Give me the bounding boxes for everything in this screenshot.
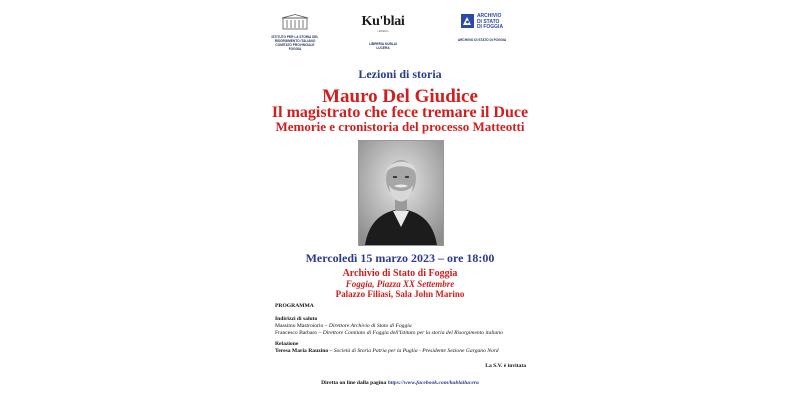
kublai-logo (360, 14, 406, 50)
institute-logo (266, 14, 324, 51)
speaker-name: Massimo Mastroiorio (275, 323, 324, 329)
speaker-name: Francesco Barbaro (275, 330, 318, 336)
live-stream-prefix: Diretta on line dalla pagina (321, 380, 388, 386)
archive-word: DI STATO (476, 18, 500, 25)
logo-caption-line: RISORGIMENTO ITALIANO (274, 39, 316, 43)
event-subtitle-secondary: Memorie e cronistoria del processo Matteotti (275, 119, 525, 134)
event-address: Foggia, Piazza XX Settembre (345, 279, 455, 289)
program-heading: PROGRAMMA (275, 303, 314, 309)
kublai-wordmark: Ku'blai (361, 14, 405, 29)
logo-caption-line: COMITATO PROVINCIALE (275, 43, 315, 47)
event-date: Mercoledì 15 marzo 2023 – ore 18:00 (305, 251, 495, 265)
series-title: Lezioni di storia (358, 67, 442, 81)
greeting-line (275, 323, 412, 329)
greeting-line (275, 330, 503, 336)
event-subtitle: Il magistrato che fece tremare il Duce (271, 104, 529, 121)
speaker-role: – Direttore Comitato di Foggia dell'Istituto per la storia del Risorgimento italiano (317, 330, 503, 336)
event-hall: Palazzo Filiasi, Sala John Marino (335, 289, 465, 299)
logo-caption-line: ARCHIVIO DI STATO DI FOGGIA (457, 37, 507, 42)
logo-caption-line: ISTITUTO PER LA STORIA DEL (271, 35, 319, 39)
talk-line (275, 348, 499, 354)
talk-heading: Relazione (275, 341, 299, 347)
speaker-role: – Società di Storia Patria per la Puglia - Presidente Sezione Gargano Nord (328, 348, 499, 354)
kublai-sub-label: LIBRERIA (377, 30, 389, 33)
archive-logo (448, 14, 516, 42)
event-title: Mauro Del Giudice (322, 86, 478, 107)
live-stream-line (0, 380, 800, 386)
invitation-note: La S.V. è invitata (485, 363, 526, 369)
logo-caption-line: FOGGIA (288, 47, 302, 51)
archive-emblem-icon (461, 14, 474, 28)
logo-caption-line: LIBRERIA KUBLAI (369, 42, 397, 46)
greetings-heading: Indirizzi di saluto (275, 316, 318, 322)
logo-caption-line: LUCERA (376, 46, 390, 50)
building-icon (281, 14, 309, 30)
speaker-role: – Direttore Archivio di Stato di Foggia (323, 323, 412, 329)
speaker-name: Teresa Maria Rauzino (275, 348, 329, 354)
archive-word: DI FOGGIA (476, 24, 504, 31)
archive-word: ARCHIVIO (476, 13, 502, 19)
facebook-link[interactable]: https://www.facebook.com/kublailucera (387, 380, 479, 386)
portrait-photo (358, 140, 444, 246)
event-venue: Archivio di Stato di Foggia (342, 268, 458, 279)
